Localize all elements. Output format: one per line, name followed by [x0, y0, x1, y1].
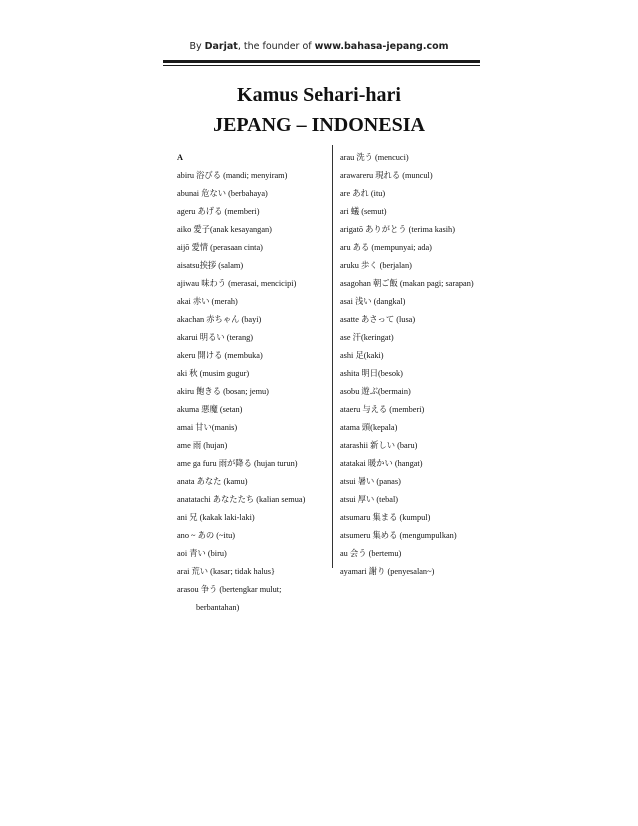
section-letter: A [177, 153, 183, 162]
dictionary-entry: akai 赤い (merah) [177, 297, 238, 306]
dictionary-entry: atama 頭(kepala) [340, 423, 398, 432]
dictionary-entry: atsui 厚い (tebal) [340, 495, 399, 504]
dictionary-entry: abiru 浴びる (mandi; menyiram) [177, 171, 288, 180]
dictionary-entry: ani 兄 (kakak laki-laki) [177, 513, 255, 522]
dictionary-entry: aruku 歩く (berjalan) [340, 261, 412, 270]
dictionary-entry: ataeru 与える (memberi) [340, 405, 425, 414]
dictionary-entry: asagohan 朝ご飯 (makan pagi; sarapan) [340, 279, 474, 288]
dictionary-entry: ano ~ あの (~itu) [177, 531, 236, 540]
header-middle: , the founder of [237, 41, 315, 52]
dictionary-entry: arawareru 現れる (muncul) [340, 171, 433, 180]
dictionary-entry: arigatō ありがとう (terima kasih) [340, 225, 455, 234]
dictionary-entry: aki 秋 (musim gugur) [177, 369, 250, 378]
document-title: Kamus Sehari-hari [237, 84, 401, 106]
dictionary-entry: ase 汗(keringat) [340, 333, 394, 342]
page-header [0, 41, 638, 52]
dictionary-entry: atsui 暑い (panas) [340, 477, 401, 486]
dictionary-entry: ayamari 謝り (penyesalan~) [340, 567, 435, 576]
dictionary-entry: akuma 悪魔 (setan) [177, 405, 243, 414]
document-subtitle: JEPANG – INDONESIA [213, 114, 425, 136]
dictionary-entry: aru ある (mempunyai; ada) [340, 243, 432, 252]
dictionary-entry: ashi 足(kaki) [340, 351, 384, 360]
header-site-link[interactable]: www.bahasa-jepang.com [314, 41, 449, 52]
column-divider [332, 145, 333, 568]
dictionary-entry: ashita 明日(besok) [340, 369, 403, 378]
dictionary-entry: atsumeru 集める (mengumpulkan) [340, 531, 457, 540]
dictionary-entry: aoi 青い (biru) [177, 549, 227, 558]
dictionary-entry: aijō 愛情 (perasaan cinta) [177, 243, 263, 252]
header-author: Darjat [204, 41, 238, 52]
dictionary-entry: akiru 飽きる (bosan; jemu) [177, 387, 269, 396]
dictionary-entry: arasou 争う (bertengkar mulut; [177, 585, 282, 594]
dictionary-entry: asobu 遊ぶ(bermain) [340, 387, 411, 396]
dictionary-entry: aiko 愛子(anak kesayangan) [177, 225, 272, 234]
header-prefix: By [189, 41, 205, 52]
dictionary-entry: atarashii 新しい (baru) [340, 441, 418, 450]
dictionary-entry: anata あなた (kamu) [177, 477, 248, 486]
dictionary-entry: arau 洗う (mencuci) [340, 153, 409, 162]
header-rule-thick [163, 60, 480, 63]
dictionary-entry: berbantahan) [196, 603, 240, 612]
dictionary-entry: abunai 危ない (berbahaya) [177, 189, 268, 198]
dictionary-entry: ageru あげる (memberi) [177, 207, 260, 216]
dictionary-entry: atsumaru 集まる (kumpul) [340, 513, 431, 522]
dictionary-entry: ari 蟻 (semut) [340, 207, 387, 216]
dictionary-entry: aisatsu挨拶 (salam) [177, 261, 244, 270]
dictionary-entry: akeru 開ける (membuka) [177, 351, 263, 360]
dictionary-entry: akachan 赤ちゃん (bayi) [177, 315, 262, 324]
dictionary-entry: anatatachi あなたたち (kalian semua) [177, 495, 306, 504]
left-column [177, 149, 329, 617]
dictionary-entry: ame 雨 (hujan) [177, 441, 228, 450]
dictionary-entry: akarui 明るい (terang) [177, 333, 254, 342]
right-column [340, 149, 500, 581]
dictionary-entry: asatte あさって (lusa) [340, 315, 416, 324]
dictionary-entry: ajiwau 味わう (merasai, mencicipi) [177, 279, 297, 288]
dictionary-entry: are あれ (itu) [340, 189, 386, 198]
dictionary-entry: ame ga furu 雨が降る (hujan turun) [177, 459, 298, 468]
header-rule-thin [163, 65, 480, 66]
dictionary-entry: asai 浅い (dangkal) [340, 297, 406, 306]
dictionary-entry: atatakai 暖かい (hangat) [340, 459, 423, 468]
dictionary-entry: arai 荒い (kasar; tidak halus} [177, 567, 275, 576]
dictionary-entry: amai 甘い(manis) [177, 423, 238, 432]
dictionary-entry: au 会う (bertemu) [340, 549, 402, 558]
